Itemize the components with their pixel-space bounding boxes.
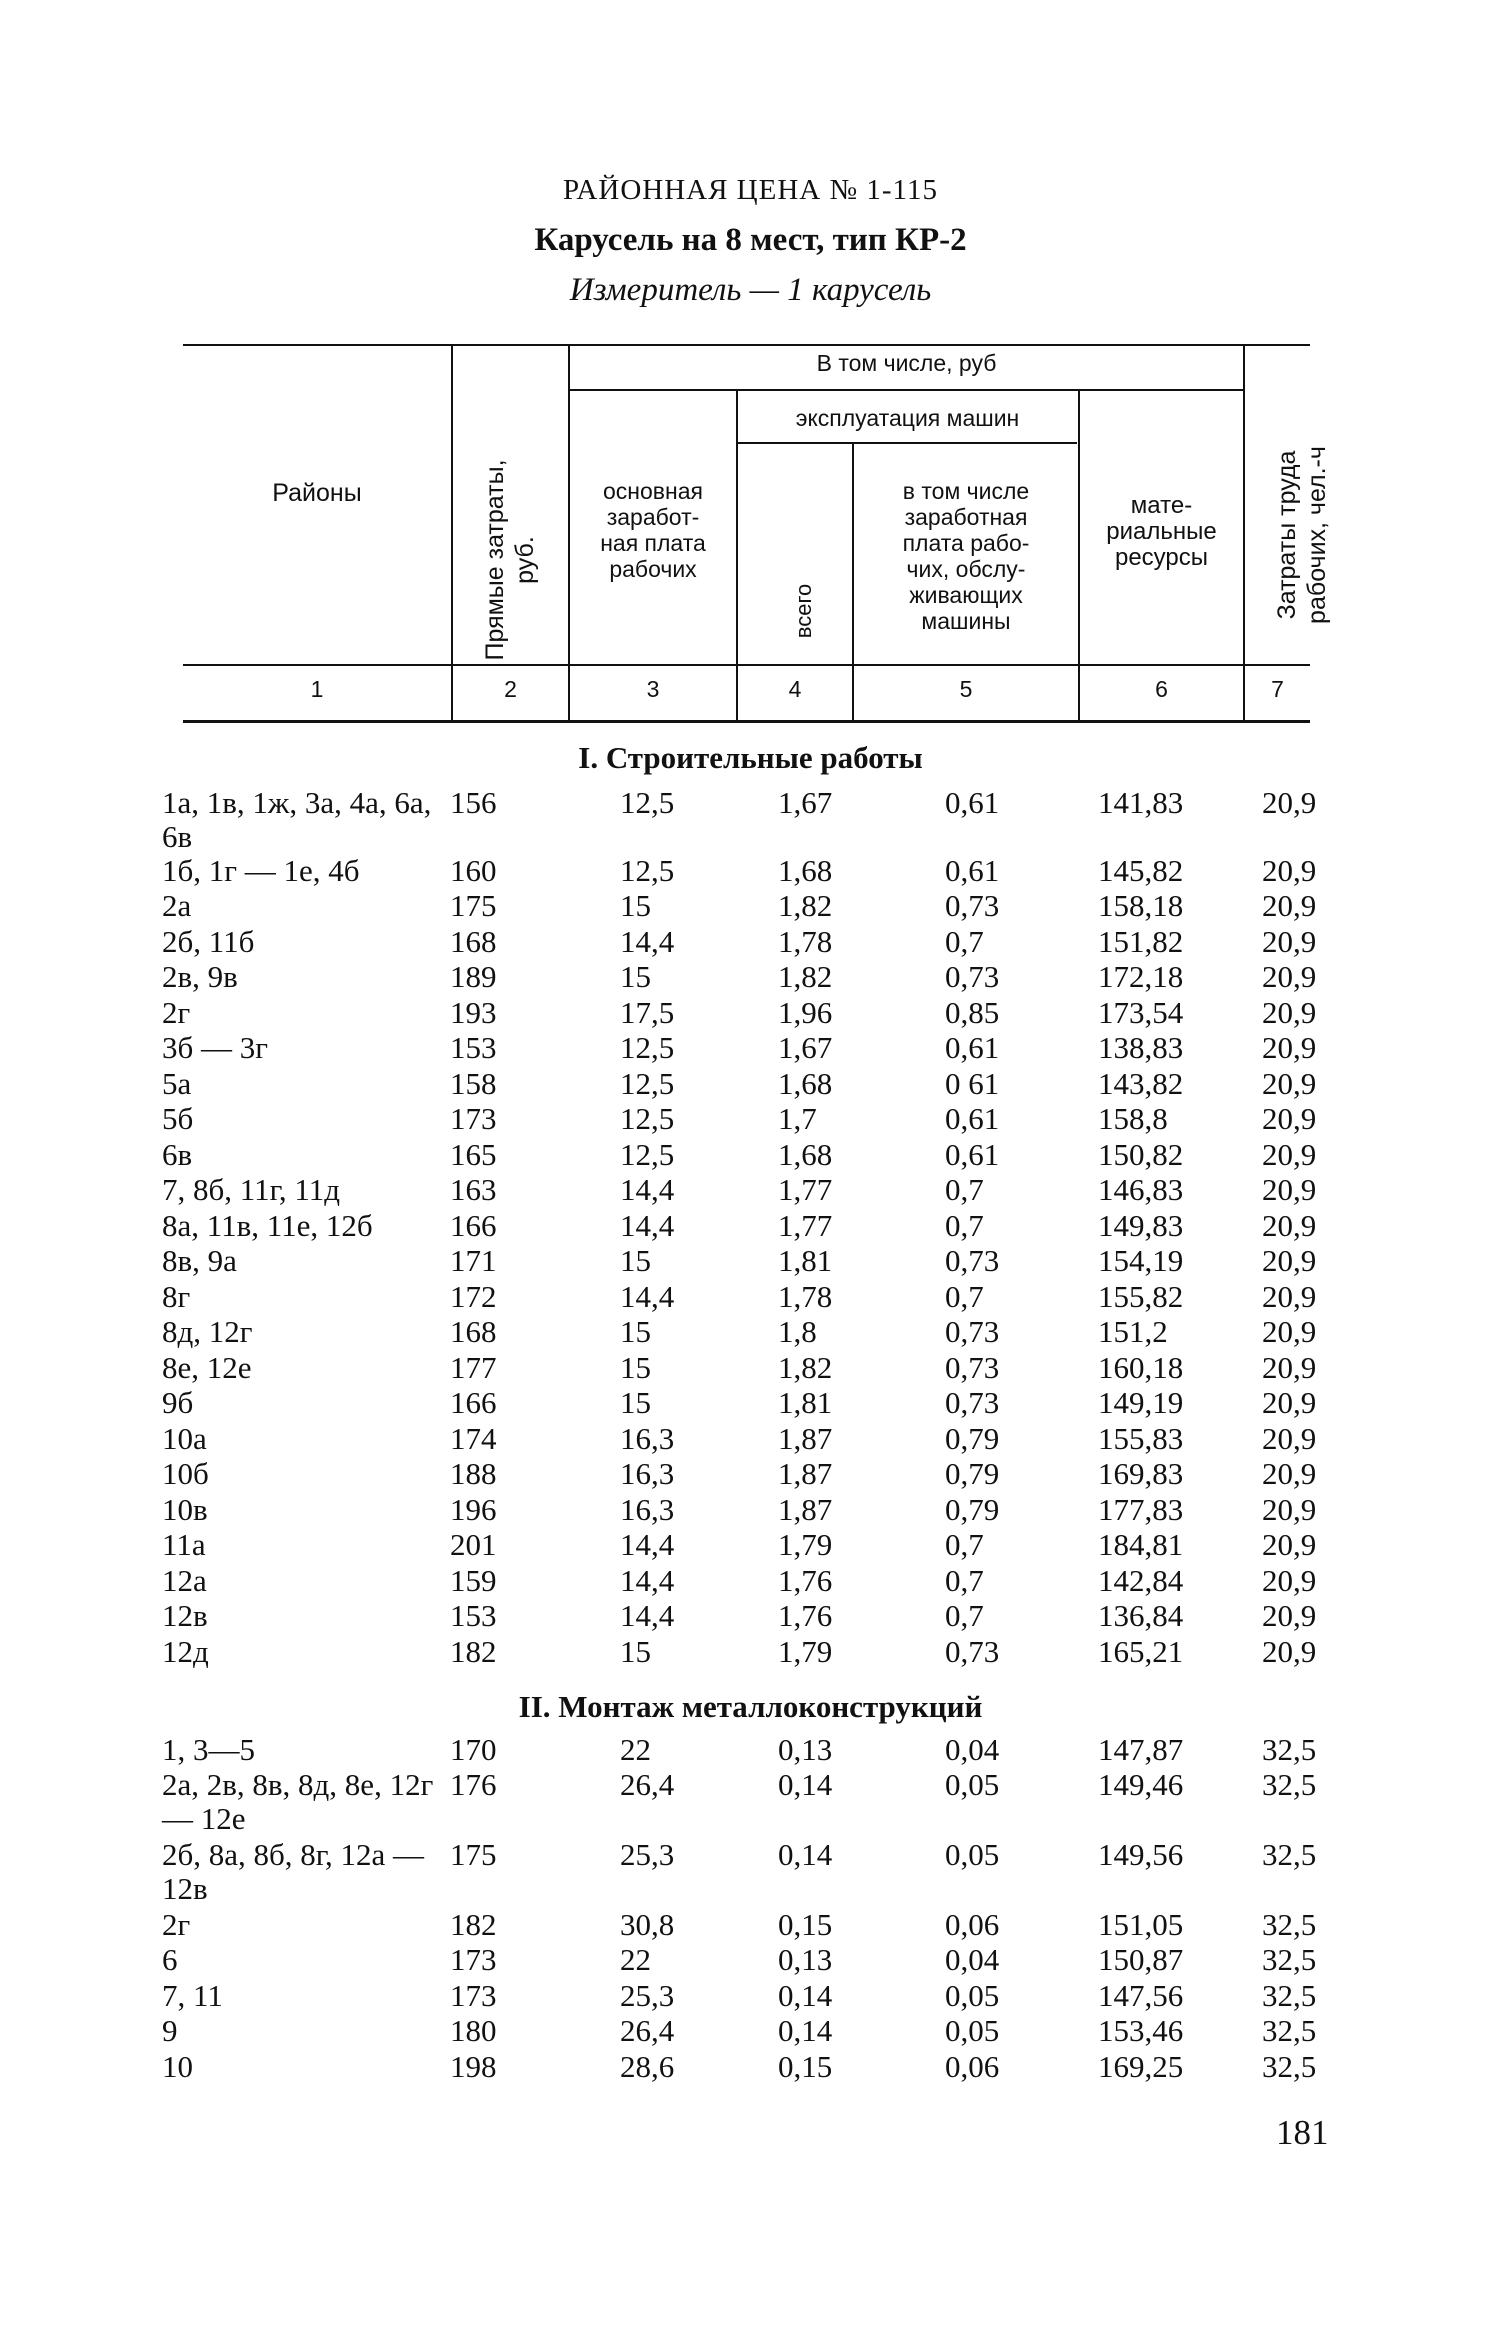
base-wage-cell: 16,3 xyxy=(620,1492,675,1527)
section-title: I. Строительные работы xyxy=(578,740,923,775)
materials-cell: 172,18 xyxy=(1098,959,1184,994)
colnum-bottom-rule xyxy=(183,720,1310,723)
region-cell: 10а xyxy=(162,1421,207,1456)
materials-cell: 146,83 xyxy=(1098,1172,1184,1207)
direct-costs-cell: 171 xyxy=(450,1243,497,1278)
machine-total-cell: 1,87 xyxy=(778,1492,833,1527)
materials-cell: 149,46 xyxy=(1098,1767,1184,1802)
materials-cell: 142,84 xyxy=(1098,1563,1184,1598)
direct-costs-cell: 176 xyxy=(450,1767,497,1802)
machine-wage-cell: 0,61 xyxy=(945,1030,1000,1065)
materials-cell: 158,8 xyxy=(1098,1101,1168,1136)
base-wage-cell: 14,4 xyxy=(620,1527,675,1562)
region-cell: 7, 8б, 11г, 11д xyxy=(162,1172,340,1207)
direct-costs-cell: 201 xyxy=(450,1527,497,1562)
base-wage-cell: 16,3 xyxy=(620,1421,675,1456)
machine-total-cell: 1,96 xyxy=(778,995,833,1030)
direct-costs-cell: 156 xyxy=(450,785,497,820)
vline-6 xyxy=(1243,344,1245,720)
base-wage-cell: 26,4 xyxy=(620,1767,675,1802)
direct-costs-cell: 182 xyxy=(450,1907,497,1942)
direct-costs-cell: 174 xyxy=(450,1421,497,1456)
machine-wage-cell: 0,7 xyxy=(945,1208,984,1243)
incl-wage-line: чих, обслу- xyxy=(906,556,1026,582)
labor-cell: 20,9 xyxy=(1262,1527,1317,1562)
materials-cell: 177,83 xyxy=(1098,1492,1184,1527)
labor-cell: 20,9 xyxy=(1262,959,1317,994)
machine-total-cell: 1,87 xyxy=(778,1456,833,1491)
machine-wage-cell: 0,05 xyxy=(945,1837,1000,1872)
base-wage-cell: 12,5 xyxy=(620,853,675,888)
machine-wage-cell: 0,61 xyxy=(945,853,1000,888)
base-wage-cell: 14,4 xyxy=(620,1279,675,1314)
column-number: 3 xyxy=(646,676,660,702)
region-cell: 1б, 1г — 1е, 4б xyxy=(162,853,360,888)
region-cell: 2а xyxy=(162,888,192,923)
materials-cell: 184,81 xyxy=(1098,1527,1184,1562)
machine-total-cell: 1,77 xyxy=(778,1208,833,1243)
materials-cell: 141,83 xyxy=(1098,785,1184,820)
machine-total-cell: 1,87 xyxy=(778,1421,833,1456)
direct-costs-cell: 153 xyxy=(450,1030,497,1065)
measure-unit: Измеритель — 1 карусель xyxy=(569,272,932,308)
labor-cell: 32,5 xyxy=(1262,2049,1317,2084)
incl-wage-line: в том числе xyxy=(902,478,1030,504)
region-cell: 10б xyxy=(162,1456,209,1491)
materials-cell: 155,82 xyxy=(1098,1279,1184,1314)
machine-total-cell: 1,79 xyxy=(778,1527,833,1562)
materials-cell: 149,19 xyxy=(1098,1385,1184,1420)
region-cell: 2б, 8а, 8б, 8г, 12а — 12в xyxy=(162,1837,425,1906)
labor-cell: 20,9 xyxy=(1262,1101,1317,1136)
machine-wage-cell: 0,7 xyxy=(945,1563,984,1598)
materials-line: ресурсы xyxy=(1114,544,1209,571)
machine-total-cell: 1,78 xyxy=(778,924,833,959)
base-wage-cell: 14,4 xyxy=(620,1563,675,1598)
materials-cell: 150,82 xyxy=(1098,1137,1184,1172)
machine-total-cell: 1,68 xyxy=(778,853,833,888)
machine-wage-cell: 0,85 xyxy=(945,995,1000,1030)
incl-wage-line: живающих xyxy=(909,582,1023,608)
region-cell: 8е, 12е xyxy=(162,1350,252,1385)
column-number: 6 xyxy=(1155,676,1168,702)
header-bottom-rule xyxy=(183,664,1310,666)
materials-line: риальные xyxy=(1106,518,1217,545)
labor-cell: 32,5 xyxy=(1262,1767,1317,1802)
materials-cell: 160,18 xyxy=(1098,1350,1184,1385)
machine-total-cell: 0,13 xyxy=(778,1732,833,1767)
region-cell: 2а, 2в, 8в, 8д, 8е, 12г — 12е xyxy=(162,1767,434,1836)
labor-cell: 20,9 xyxy=(1262,1563,1317,1598)
machine-wage-cell: 0,7 xyxy=(945,1279,984,1314)
machine-wage-cell: 0,61 xyxy=(945,1137,1000,1172)
labor-cell: 32,5 xyxy=(1262,1978,1317,2013)
vline-1 xyxy=(451,344,453,720)
direct-costs-cell: 166 xyxy=(450,1385,497,1420)
labor-cell: 20,9 xyxy=(1262,1456,1317,1491)
machine-wage-cell: 0,7 xyxy=(945,1598,984,1633)
header-regions: Районы xyxy=(272,479,362,507)
machine-total-cell: 1,68 xyxy=(778,1066,833,1101)
incl-wage-line: машины xyxy=(921,608,1011,634)
machine-total-cell: 0,15 xyxy=(778,2049,833,2084)
machine-wage-cell: 0,06 xyxy=(945,1907,1000,1942)
direct-costs-cell: 166 xyxy=(450,1208,497,1243)
machine-wage-cell: 0,79 xyxy=(945,1421,1000,1456)
machine-total-cell: 1,77 xyxy=(778,1172,833,1207)
machine-wage-cell: 0,7 xyxy=(945,1527,984,1562)
direct-costs-cell: 180 xyxy=(450,2013,497,2048)
base-wage-cell: 22 xyxy=(620,1732,651,1767)
labor-cell: 20,9 xyxy=(1262,785,1317,820)
labor-cell: 20,9 xyxy=(1262,924,1317,959)
machine-wage-cell: 0,73 xyxy=(945,1314,1000,1349)
labor-cell: 20,9 xyxy=(1262,1279,1317,1314)
machine-wage-cell: 0 61 xyxy=(945,1066,1000,1101)
base-wage-cell: 12,5 xyxy=(620,1137,675,1172)
base-wage-cell: 14,4 xyxy=(620,1208,675,1243)
region-cell: 12в xyxy=(162,1598,208,1633)
base-wage-cell: 25,3 xyxy=(620,1837,675,1872)
base-wage-cell: 28,6 xyxy=(620,2049,675,2084)
header-including: В том числе, руб xyxy=(816,350,997,376)
materials-cell: 151,2 xyxy=(1098,1314,1168,1349)
direct-costs-cell: 193 xyxy=(450,995,497,1030)
header-incl-wage xyxy=(854,478,1078,634)
header-base-wage xyxy=(569,478,737,582)
materials-cell: 136,84 xyxy=(1098,1598,1184,1633)
header-machine-operation: эксплуатация машин xyxy=(795,405,1020,431)
base-wage-line: рабочих xyxy=(609,556,697,582)
materials-cell: 151,05 xyxy=(1098,1907,1184,1942)
materials-cell: 151,82 xyxy=(1098,924,1184,959)
incl-wage-line: заработная xyxy=(904,504,1028,530)
materials-cell: 147,87 xyxy=(1098,1732,1184,1767)
direct-costs-cell: 170 xyxy=(450,1732,497,1767)
base-wage-cell: 12,5 xyxy=(620,1030,675,1065)
region-cell: 7, 11 xyxy=(162,1978,223,2013)
labor-cell: 20,9 xyxy=(1262,1350,1317,1385)
machine-wage-cell: 0,73 xyxy=(945,1350,1000,1385)
machine-total-cell: 0,14 xyxy=(778,1978,833,2013)
region-cell: 3б — 3г xyxy=(162,1030,268,1065)
materials-cell: 149,83 xyxy=(1098,1208,1184,1243)
materials-cell: 158,18 xyxy=(1098,888,1184,923)
region-cell: 9б xyxy=(162,1385,194,1420)
direct-costs-cell: 173 xyxy=(450,1978,497,2013)
machine-total-cell: 1,7 xyxy=(778,1101,817,1136)
direct-costs-cell: 182 xyxy=(450,1634,497,1669)
table-top-rule xyxy=(183,344,1310,346)
region-cell: 6в xyxy=(162,1137,193,1172)
machine-wage-cell: 0,61 xyxy=(945,1101,1000,1136)
machine-wage-cell: 0,05 xyxy=(945,1978,1000,2013)
materials-cell: 165,21 xyxy=(1098,1634,1184,1669)
region-cell: 1а, 1в, 1ж, 3а, 4а, 6а, 6в xyxy=(162,785,432,854)
machine-total-cell: 1,81 xyxy=(778,1243,833,1278)
base-wage-cell: 15 xyxy=(620,1350,651,1385)
base-wage-cell: 15 xyxy=(620,959,651,994)
machine-total-cell: 1,81 xyxy=(778,1385,833,1420)
materials-cell: 153,46 xyxy=(1098,2013,1184,2048)
materials-cell: 149,56 xyxy=(1098,1837,1184,1872)
materials-cell: 138,83 xyxy=(1098,1030,1184,1065)
machine-total-cell: 1,82 xyxy=(778,1350,833,1385)
base-wage-cell: 15 xyxy=(620,1634,651,1669)
machine-total-cell: 0,13 xyxy=(778,1942,833,1977)
machine-total-cell: 1,78 xyxy=(778,1279,833,1314)
region-cell: 6 xyxy=(162,1942,178,1977)
labor-cell: 20,9 xyxy=(1262,1137,1317,1172)
materials-cell: 150,87 xyxy=(1098,1942,1184,1977)
direct-costs-cell: 175 xyxy=(450,1837,497,1872)
including-underline xyxy=(569,389,1244,391)
machine-total-cell: 1,76 xyxy=(778,1563,833,1598)
machine-wage-cell: 0,05 xyxy=(945,2013,1000,2048)
incl-wage-line: плата рабо- xyxy=(902,530,1030,556)
labor-cell: 20,9 xyxy=(1262,1492,1317,1527)
machine-total-cell: 1,82 xyxy=(778,959,833,994)
region-cell: 11а xyxy=(162,1527,206,1562)
materials-cell: 147,56 xyxy=(1098,1978,1184,2013)
region-cell: 1, 3—5 xyxy=(162,1732,255,1767)
direct-costs-cell: 165 xyxy=(450,1137,497,1172)
base-wage-cell: 12,5 xyxy=(620,785,675,820)
region-cell: 8г xyxy=(162,1279,191,1314)
region-cell: 10 xyxy=(162,2049,193,2084)
page-title: Карусель на 8 мест, тип КР-2 xyxy=(534,222,967,258)
base-wage-cell: 15 xyxy=(620,1314,651,1349)
direct-costs-cell: 173 xyxy=(450,1101,497,1136)
machine-wage-cell: 0,05 xyxy=(945,1767,1000,1802)
direct-costs-cell: 173 xyxy=(450,1942,497,1977)
direct-costs-cell: 172 xyxy=(450,1279,497,1314)
machine-wage-cell: 0,73 xyxy=(945,1634,1000,1669)
header-direct-costs: Прямые затраты, руб. xyxy=(481,459,539,661)
materials-line: мате- xyxy=(1130,492,1193,519)
region-cell: 12д xyxy=(162,1634,209,1669)
region-cell: 12а xyxy=(162,1563,207,1598)
labor-cell: 32,5 xyxy=(1262,1942,1317,1977)
base-wage-cell: 17,5 xyxy=(620,995,675,1030)
header-materials xyxy=(1080,493,1243,571)
base-wage-line: основная xyxy=(603,478,703,504)
machine-wage-cell: 0,04 xyxy=(945,1732,1000,1767)
base-wage-cell: 16,3 xyxy=(620,1456,675,1491)
machine-wage-cell: 0,73 xyxy=(945,1385,1000,1420)
machine-wage-cell: 0,7 xyxy=(945,924,984,959)
materials-cell: 169,25 xyxy=(1098,2049,1184,2084)
base-wage-cell: 14,4 xyxy=(620,1172,675,1207)
labor-cell: 20,9 xyxy=(1262,1634,1317,1669)
base-wage-cell: 22 xyxy=(620,1942,651,1977)
region-cell: 8а, 11в, 11е, 12б xyxy=(162,1208,373,1243)
header-labor: Затраты труда рабочих, чел.-ч xyxy=(1273,446,1331,624)
base-wage-line: заработ- xyxy=(606,504,700,530)
base-wage-cell: 12,5 xyxy=(620,1101,675,1136)
materials-cell: 155,83 xyxy=(1098,1421,1184,1456)
base-wage-cell: 14,4 xyxy=(620,924,675,959)
labor-cell: 32,5 xyxy=(1262,2013,1317,2048)
labor-cell: 20,9 xyxy=(1262,1030,1317,1065)
page-number: 181 xyxy=(1276,2113,1329,2152)
labor-cell: 20,9 xyxy=(1262,1172,1317,1207)
machine-wage-cell: 0,04 xyxy=(945,1942,1000,1977)
machine-wage-cell: 0,79 xyxy=(945,1492,1000,1527)
materials-cell: 145,82 xyxy=(1098,853,1184,888)
machine-wage-cell: 0,7 xyxy=(945,1172,984,1207)
base-wage-cell: 15 xyxy=(620,888,651,923)
machine-total-cell: 1,76 xyxy=(778,1598,833,1633)
labor-cell: 20,9 xyxy=(1262,1421,1317,1456)
machine-wage-cell: 0,79 xyxy=(945,1456,1000,1491)
direct-costs-cell: 196 xyxy=(450,1492,497,1527)
direct-costs-cell: 159 xyxy=(450,1563,497,1598)
materials-cell: 154,19 xyxy=(1098,1243,1184,1278)
labor-cell: 20,9 xyxy=(1262,1208,1317,1243)
labor-cell: 32,5 xyxy=(1262,1907,1317,1942)
machine-total-cell: 0,15 xyxy=(778,1907,833,1942)
region-cell: 2г xyxy=(162,1907,191,1942)
base-wage-cell: 30,8 xyxy=(620,1907,675,1942)
materials-cell: 143,82 xyxy=(1098,1066,1184,1101)
column-number: 5 xyxy=(959,676,973,702)
direct-costs-cell: 160 xyxy=(450,853,497,888)
machine-wage-cell: 0,06 xyxy=(945,2049,1000,2084)
base-wage-cell: 26,4 xyxy=(620,2013,675,2048)
region-cell: 2б, 11б xyxy=(162,924,255,959)
labor-cell: 32,5 xyxy=(1262,1732,1317,1767)
base-wage-line: ная плата xyxy=(600,530,706,556)
region-cell: 8д, 12г xyxy=(162,1314,253,1349)
machine-underline xyxy=(737,442,1077,444)
direct-costs-cell: 163 xyxy=(450,1172,497,1207)
machine-total-cell: 0,14 xyxy=(778,2013,833,2048)
column-number: 2 xyxy=(504,676,517,702)
labor-cell: 20,9 xyxy=(1262,1598,1317,1633)
region-cell: 5б xyxy=(162,1101,194,1136)
direct-costs-cell: 177 xyxy=(450,1350,497,1385)
machine-total-cell: 0,14 xyxy=(778,1837,833,1872)
region-cell: 9 xyxy=(162,2013,178,2048)
labor-cell: 20,9 xyxy=(1262,1243,1317,1278)
machine-wage-cell: 0,73 xyxy=(945,888,1000,923)
base-wage-cell: 14,4 xyxy=(620,1598,675,1633)
labor-cell: 20,9 xyxy=(1262,888,1317,923)
region-cell: 2г xyxy=(162,995,191,1030)
machine-total-cell: 1,68 xyxy=(778,1137,833,1172)
machine-wage-cell: 0,61 xyxy=(945,785,1000,820)
machine-wage-cell: 0,73 xyxy=(945,959,1000,994)
direct-costs-cell: 153 xyxy=(450,1598,497,1633)
direct-costs-cell: 175 xyxy=(450,888,497,923)
labor-cell: 20,9 xyxy=(1262,1385,1317,1420)
direct-costs-cell: 189 xyxy=(450,959,497,994)
region-cell: 8в, 9а xyxy=(162,1243,237,1278)
materials-cell: 169,83 xyxy=(1098,1456,1184,1491)
labor-cell: 32,5 xyxy=(1262,1837,1317,1872)
machine-total-cell: 1,82 xyxy=(778,888,833,923)
price-code: РАЙОННАЯ ЦЕНА № 1-115 xyxy=(563,174,938,206)
base-wage-cell: 15 xyxy=(620,1243,651,1278)
labor-cell: 20,9 xyxy=(1262,1066,1317,1101)
machine-wage-cell: 0,73 xyxy=(945,1243,1000,1278)
direct-costs-cell: 168 xyxy=(450,1314,497,1349)
column-number: 7 xyxy=(1271,676,1284,702)
labor-cell: 20,9 xyxy=(1262,995,1317,1030)
header-total: всего xyxy=(791,583,816,639)
labor-cell: 20,9 xyxy=(1262,1314,1317,1349)
base-wage-cell: 15 xyxy=(620,1385,651,1420)
region-cell: 2в, 9в xyxy=(162,959,238,994)
direct-costs-cell: 168 xyxy=(450,924,497,959)
machine-total-cell: 0,14 xyxy=(778,1767,833,1802)
direct-costs-cell: 188 xyxy=(450,1456,497,1491)
machine-total-cell: 1,8 xyxy=(778,1314,817,1349)
region-cell: 5а xyxy=(162,1066,192,1101)
direct-costs-cell: 158 xyxy=(450,1066,497,1101)
labor-cell: 20,9 xyxy=(1262,853,1317,888)
column-number: 4 xyxy=(788,676,802,702)
direct-costs-cell: 198 xyxy=(450,2049,497,2084)
machine-total-cell: 1,79 xyxy=(778,1634,833,1669)
materials-cell: 173,54 xyxy=(1098,995,1184,1030)
region-cell: 10в xyxy=(162,1492,208,1527)
machine-total-cell: 1,67 xyxy=(778,1030,833,1065)
section-title: II. Монтаж металлоконструкций xyxy=(518,1689,983,1724)
column-number: 1 xyxy=(310,676,324,702)
machine-total-cell: 1,67 xyxy=(778,785,833,820)
base-wage-cell: 12,5 xyxy=(620,1066,675,1101)
base-wage-cell: 25,3 xyxy=(620,1978,675,2013)
